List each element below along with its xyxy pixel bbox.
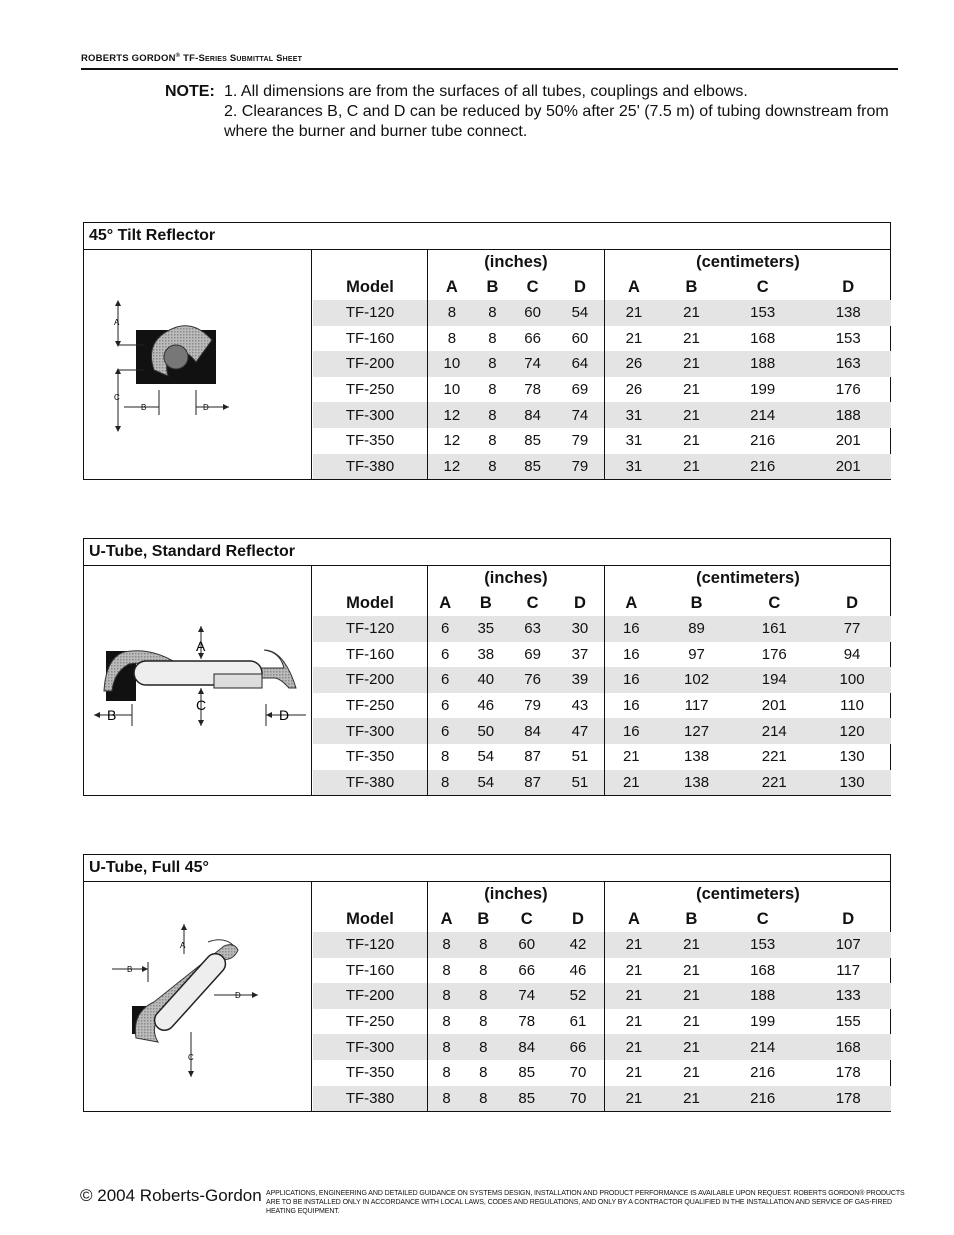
- table-cell: 8: [465, 1034, 501, 1060]
- table-cell: 51: [556, 770, 604, 796]
- table-cell: 61: [552, 1009, 604, 1035]
- table-cell: 87: [509, 770, 556, 796]
- column-header: B: [486, 278, 499, 296]
- table-cell: 8: [442, 961, 451, 979]
- column-header: D: [552, 907, 604, 932]
- table-cell: TF-250: [313, 693, 428, 719]
- table-row: [313, 300, 891, 326]
- table-cell: 133: [805, 983, 891, 1009]
- table-cell: 21: [625, 1013, 643, 1031]
- table-cell: 84: [501, 1034, 552, 1060]
- diagram-label-b: B: [107, 707, 117, 723]
- table-cell: 60: [501, 932, 552, 958]
- table-cell: 8: [428, 300, 476, 326]
- table-cell: 216: [750, 1064, 776, 1082]
- table-cell: 138: [805, 300, 891, 326]
- table-row: [313, 770, 891, 796]
- table-cell: 8: [428, 1086, 466, 1112]
- table-cell: 130: [839, 748, 865, 766]
- dimensions-table: [313, 882, 891, 1111]
- table-cell: 21: [663, 932, 720, 958]
- table-cell: TF-200: [313, 351, 428, 377]
- table-cell: 21: [663, 402, 720, 428]
- column-header-row: [313, 591, 891, 616]
- table-cell: 12: [428, 402, 476, 428]
- table-cell: 46: [477, 697, 495, 715]
- diagram-label-a: A: [196, 638, 206, 654]
- table-cell: 89: [658, 616, 736, 642]
- unit-centimeters: (centimeters): [696, 253, 800, 271]
- table-cell: 21: [604, 300, 663, 326]
- table-row: [313, 402, 891, 428]
- table-cell: 127: [658, 718, 736, 744]
- table-cell: 201: [761, 697, 787, 715]
- table-cell: TF-160: [313, 326, 428, 352]
- table-cell: 6: [441, 697, 450, 715]
- section-title: U-Tube, Full 45°: [84, 855, 890, 882]
- table-row: [313, 1009, 891, 1035]
- column-header: D: [842, 910, 855, 928]
- table-cell: 21: [683, 381, 700, 399]
- table-cell: 38: [477, 645, 495, 663]
- diagram-label-a: A: [114, 318, 120, 327]
- table-cell: 168: [805, 1034, 891, 1060]
- table-cell: 100: [813, 667, 891, 693]
- section-tilt-reflector: [83, 222, 891, 480]
- note-line-1: 1. All dimensions are from the surfaces of all tubes, couplings and elbows.: [224, 83, 748, 100]
- column-header: C: [768, 594, 781, 612]
- table-cell: 30: [556, 616, 604, 642]
- table-row: [313, 693, 891, 719]
- registered-mark: ®: [175, 53, 181, 59]
- column-header: C: [756, 278, 769, 296]
- column-header: Model: [313, 591, 428, 616]
- table-cell: 66: [552, 1034, 604, 1060]
- table-cell: 8: [488, 432, 497, 450]
- table-cell: 178: [805, 1086, 891, 1112]
- table-cell: 194: [735, 667, 813, 693]
- column-header: B: [479, 594, 492, 612]
- table-cell: 8: [428, 1034, 466, 1060]
- table-cell: 6: [428, 667, 463, 693]
- table-cell: 102: [658, 667, 736, 693]
- column-header: D: [842, 278, 855, 296]
- table-cell: 12: [443, 432, 461, 450]
- table-cell: 37: [556, 642, 604, 668]
- table-cell: 8: [442, 1064, 451, 1082]
- table-cell: 54: [477, 748, 495, 766]
- table-cell: 16: [604, 718, 657, 744]
- table-row: [313, 958, 891, 984]
- table-cell: 161: [735, 616, 813, 642]
- table-row: [313, 1086, 891, 1112]
- table-cell: TF-300: [313, 718, 428, 744]
- table-cell: 8: [476, 454, 509, 480]
- sheet-title: TF-Series Submittal Sheet: [183, 53, 303, 65]
- table-cell: 8: [441, 748, 450, 766]
- table-cell: 8: [476, 300, 509, 326]
- table-cell: 51: [556, 744, 604, 770]
- table-cell: TF-380: [313, 770, 428, 796]
- table-row: [313, 428, 891, 454]
- table-cell: 21: [625, 961, 643, 979]
- table-row: [313, 744, 891, 770]
- column-header: D: [846, 594, 859, 612]
- table-cell: 84: [509, 402, 556, 428]
- table-cell: 21: [604, 983, 663, 1009]
- unit-centimeters: (centimeters): [696, 569, 800, 587]
- table-row: [313, 326, 891, 352]
- table-cell: 21: [622, 748, 640, 766]
- table-cell: 21: [683, 1013, 700, 1031]
- unit-inches: (inches): [428, 566, 605, 591]
- table-cell: 216: [750, 432, 776, 450]
- table-cell: 52: [552, 983, 604, 1009]
- table-cell: 21: [663, 1034, 720, 1060]
- table-row: [313, 718, 891, 744]
- table-cell: 120: [813, 718, 891, 744]
- table-cell: 35: [462, 616, 509, 642]
- table-cell: 31: [604, 454, 663, 480]
- table-cell: 138: [658, 770, 736, 796]
- unit-header-row: [313, 566, 891, 591]
- table-cell: 8: [428, 932, 466, 958]
- diagram-label-b: B: [127, 965, 133, 974]
- table-cell: 8: [476, 351, 509, 377]
- table-cell: 21: [663, 300, 720, 326]
- table-cell: 21: [604, 770, 657, 796]
- table-cell: 42: [552, 932, 604, 958]
- column-header: A: [627, 910, 640, 928]
- table-cell: 60: [509, 300, 556, 326]
- table-cell: 6: [441, 645, 450, 663]
- table-cell: 78: [524, 381, 541, 399]
- table-cell: 176: [761, 645, 787, 663]
- table-cell: 176: [835, 381, 861, 399]
- table-row: [313, 377, 891, 403]
- diagram-label-d: D: [279, 707, 290, 723]
- table-cell: 46: [552, 958, 604, 984]
- table-row: [313, 983, 891, 1009]
- table-cell: 8: [488, 329, 497, 347]
- table-cell: 21: [663, 454, 720, 480]
- diagram-label-d: D: [203, 403, 209, 412]
- page-header: [81, 53, 898, 64]
- table-cell: TF-160: [313, 958, 428, 984]
- diagram-label-a: A: [180, 941, 186, 950]
- table-cell: 94: [843, 645, 861, 663]
- table-cell: 8: [488, 381, 497, 399]
- column-header: B: [690, 594, 703, 612]
- column-header-row: [313, 275, 891, 300]
- table-cell: 40: [462, 667, 509, 693]
- table-cell: 221: [761, 748, 787, 766]
- column-header: A: [440, 910, 453, 928]
- table-cell: 201: [835, 432, 861, 450]
- table-cell: 60: [556, 326, 604, 352]
- unit-centimeters: (centimeters): [696, 885, 800, 903]
- dimensions-table: [313, 566, 891, 795]
- table-cell: 26: [625, 381, 643, 399]
- table-cell: 178: [835, 1064, 861, 1082]
- table-cell: 21: [683, 432, 700, 450]
- table-cell: 8: [465, 983, 501, 1009]
- table-cell: 69: [556, 377, 604, 403]
- table-cell: 31: [625, 432, 643, 450]
- table-cell: 214: [720, 402, 805, 428]
- table-row: [313, 642, 891, 668]
- table-cell: 199: [750, 1013, 776, 1031]
- table-cell: 21: [683, 329, 700, 347]
- table-cell: 69: [524, 645, 541, 663]
- table-cell: 10: [428, 351, 476, 377]
- table-row: [313, 1060, 891, 1086]
- table-cell: TF-350: [313, 744, 428, 770]
- table-cell: 21: [663, 1086, 720, 1112]
- table-cell: 6: [428, 616, 463, 642]
- column-header: C: [526, 278, 539, 296]
- table-cell: 39: [556, 667, 604, 693]
- table-cell: 130: [813, 770, 891, 796]
- table-cell: 214: [735, 718, 813, 744]
- table-cell: 8: [447, 329, 457, 347]
- table-cell: 70: [552, 1086, 604, 1112]
- unit-header-row: [313, 250, 891, 275]
- table-cell: 21: [604, 932, 663, 958]
- standard-reflector-diagram: [84, 566, 312, 795]
- table-cell: 21: [625, 329, 643, 347]
- table-cell: 66: [524, 329, 541, 347]
- table-cell: 188: [720, 983, 805, 1009]
- column-header: B: [685, 910, 698, 928]
- diagram-label-c: C: [196, 697, 207, 713]
- table-cell: TF-300: [313, 402, 428, 428]
- table-cell: 168: [750, 961, 776, 979]
- table-cell: 70: [552, 1060, 604, 1086]
- dimensions-table: [313, 250, 891, 479]
- table-cell: 221: [735, 770, 813, 796]
- unit-inches: (inches): [428, 882, 605, 907]
- table-cell: 8: [442, 1013, 451, 1031]
- table-cell: 21: [683, 1064, 700, 1082]
- table-cell: 84: [509, 718, 556, 744]
- table-cell: 64: [556, 351, 604, 377]
- table-cell: 8: [428, 983, 466, 1009]
- table-cell: 168: [750, 329, 776, 347]
- table-cell: TF-350: [313, 428, 428, 454]
- table-row: [313, 932, 891, 958]
- table-cell: 16: [622, 697, 640, 715]
- column-header-row: [313, 907, 891, 932]
- table-cell: 85: [524, 432, 541, 450]
- table-cell: 76: [509, 667, 556, 693]
- section-title: U-Tube, Standard Reflector: [84, 539, 890, 566]
- table-cell: TF-250: [313, 377, 428, 403]
- table-cell: 31: [604, 402, 663, 428]
- table-cell: 47: [556, 718, 604, 744]
- table-cell: TF-350: [313, 1060, 428, 1086]
- table-cell: 21: [625, 1064, 643, 1082]
- diagram-label-c: C: [188, 1053, 194, 1062]
- table-cell: TF-160: [313, 642, 428, 668]
- note-label: NOTE:: [165, 83, 215, 100]
- column-header: C: [756, 910, 769, 928]
- table-cell: TF-200: [313, 983, 428, 1009]
- table-cell: 188: [720, 351, 805, 377]
- table-cell: 8: [465, 1086, 501, 1112]
- table-cell: 21: [604, 1034, 663, 1060]
- table-cell: 117: [836, 961, 861, 979]
- table-cell: 216: [720, 1086, 805, 1112]
- diagram-label-b: B: [141, 403, 147, 412]
- table-cell: 216: [720, 454, 805, 480]
- table-cell: 155: [835, 1013, 861, 1031]
- table-cell: 153: [720, 932, 805, 958]
- section-title: 45° Tilt Reflector: [84, 223, 890, 250]
- table-cell: 8: [479, 961, 488, 979]
- table-cell: 138: [684, 748, 710, 766]
- table-cell: 16: [622, 645, 640, 663]
- table-cell: 6: [428, 718, 463, 744]
- brand-name: ROBERTS GORDON: [81, 53, 176, 65]
- table-cell: 54: [556, 300, 604, 326]
- section-full-45: [83, 854, 891, 1112]
- table-cell: TF-380: [313, 454, 428, 480]
- table-cell: 8: [476, 402, 509, 428]
- table-cell: 110: [840, 697, 865, 715]
- full-45-diagram: [84, 882, 312, 1111]
- table-cell: 79: [524, 697, 541, 715]
- column-header: D: [556, 591, 604, 616]
- table-cell: TF-200: [313, 667, 428, 693]
- table-cell: 74: [509, 351, 556, 377]
- table-row: [313, 667, 891, 693]
- table-cell: 26: [604, 351, 663, 377]
- table-cell: 79: [556, 454, 604, 480]
- diagram-label-d: D: [235, 991, 241, 1000]
- table-cell: 79: [556, 428, 604, 454]
- table-cell: 199: [750, 381, 776, 399]
- table-cell: 201: [805, 454, 891, 480]
- table-cell: 63: [509, 616, 556, 642]
- table-cell: 214: [720, 1034, 805, 1060]
- table-cell: 77: [813, 616, 891, 642]
- column-header: Model: [313, 907, 428, 932]
- table-cell: 85: [518, 1064, 536, 1082]
- column-header: B: [477, 910, 490, 928]
- table-cell: 188: [805, 402, 891, 428]
- section-standard-reflector: [83, 538, 891, 796]
- table-cell: 85: [501, 1086, 552, 1112]
- table-cell: 21: [663, 351, 720, 377]
- column-header: A: [445, 278, 458, 296]
- note-line-2: 2. Clearances B, C and D can be reduced by 50% after 25' (7.5 m) of tubing downstream from where the burner and burner tube connect.: [224, 103, 889, 140]
- table-cell: 50: [462, 718, 509, 744]
- tilt-reflector-diagram: [84, 250, 312, 479]
- table-cell: 66: [518, 961, 536, 979]
- column-header: A: [439, 594, 452, 612]
- table-cell: 16: [604, 667, 657, 693]
- table-cell: 153: [835, 329, 861, 347]
- table-cell: TF-250: [313, 1009, 428, 1035]
- table-cell: 74: [556, 402, 604, 428]
- table-cell: 8: [479, 1064, 488, 1082]
- table-cell: TF-120: [313, 300, 428, 326]
- table-cell: TF-120: [313, 616, 428, 642]
- table-cell: 107: [805, 932, 891, 958]
- footer-fine-print: APPLICATIONS, ENGINEERING AND DETAILED GUIDANCE ON SYSTEMS DESIGN, INSTALLATION AND PRODUCT PERFORMANCE IS AVAILABLE UPON REQUEST. ROBERTS GORDON® PRODUCTS ARE TO BE INSTALLED ONLY IN ACCORDANCE WITH LOCAL LAWS, CODES AND REGULATIONS, AND ONLY BY A CONTRACTOR QUALIFIED IN THE INSTALLATION AND SERVICE OF GAS-FIRED HEATING EQUIPMENT.: [266, 1190, 905, 1215]
- table-cell: 8: [479, 1013, 488, 1031]
- unit-inches: (inches): [428, 250, 605, 275]
- column-header: C: [526, 594, 539, 612]
- diagram-label-c: C: [114, 393, 120, 402]
- table-cell: 21: [604, 1086, 663, 1112]
- table-cell: TF-380: [313, 1086, 428, 1112]
- column-header: D: [556, 275, 604, 300]
- column-header: A: [625, 594, 638, 612]
- header-rule: [81, 68, 898, 70]
- table-cell: 12: [428, 454, 476, 480]
- table-cell: 85: [509, 454, 556, 480]
- copyright: © 2004 Roberts-Gordon: [80, 1186, 262, 1205]
- table-cell: 153: [720, 300, 805, 326]
- unit-header-row: [313, 882, 891, 907]
- table-row: [313, 616, 891, 642]
- table-cell: 43: [556, 693, 604, 719]
- table-row: [313, 1034, 891, 1060]
- column-header: A: [627, 278, 640, 296]
- table-cell: 8: [428, 770, 463, 796]
- column-header: B: [685, 278, 698, 296]
- table-cell: 21: [663, 983, 720, 1009]
- table-row: [313, 454, 891, 480]
- table-cell: 163: [805, 351, 891, 377]
- table-cell: 21: [683, 961, 700, 979]
- column-header: C: [520, 910, 533, 928]
- table-cell: TF-120: [313, 932, 428, 958]
- table-cell: 87: [524, 748, 541, 766]
- column-header: Model: [313, 275, 428, 300]
- table-cell: 74: [501, 983, 552, 1009]
- table-cell: 117: [684, 697, 709, 715]
- table-cell: TF-300: [313, 1034, 428, 1060]
- table-cell: 16: [604, 616, 657, 642]
- table-row: [313, 351, 891, 377]
- table-cell: 8: [465, 932, 501, 958]
- table-cell: 10: [443, 381, 461, 399]
- table-cell: 97: [688, 645, 705, 663]
- table-cell: 78: [518, 1013, 536, 1031]
- table-cell: 54: [462, 770, 509, 796]
